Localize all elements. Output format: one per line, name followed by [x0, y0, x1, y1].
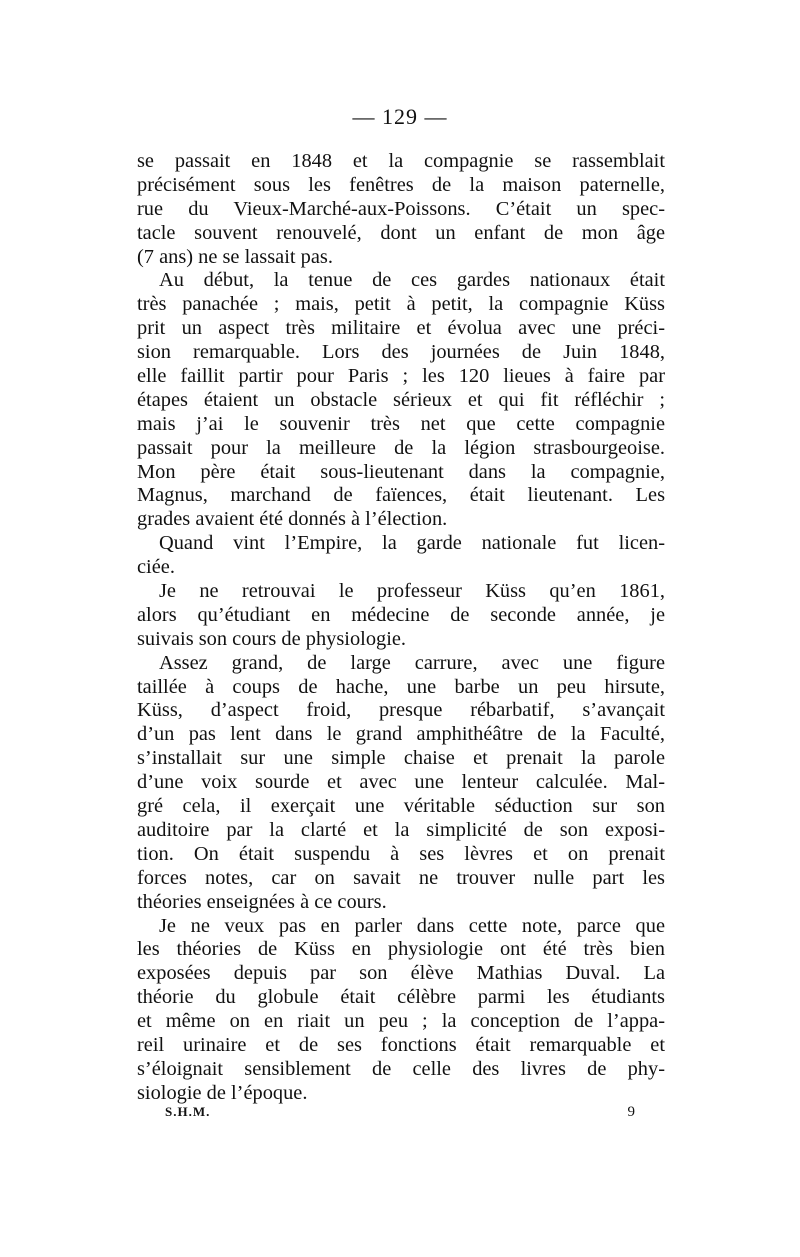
text-line: rue du Vieux-Marché-aux-Poissons. C’était un spec-: [137, 197, 665, 220]
body-text: [137, 150, 665, 1106]
text-line: Mon père était sous-lieutenant dans la compagnie,: [137, 460, 665, 483]
text-line: alors qu’étudiant en médecine de seconde année, je: [137, 603, 665, 626]
text-line: tacle souvent renouvelé, dont un enfant de mon âge: [137, 221, 665, 244]
text-line: passait pour la meilleure de la légion strasbourgeoise.: [137, 436, 665, 459]
paragraph: [137, 915, 665, 1106]
text-line: Je ne retrouvai le professeur Küss qu’en 1861,: [159, 580, 665, 603]
text-line: exposées depuis par son élève Mathias Duval. La: [137, 962, 665, 985]
paragraph: [137, 532, 665, 580]
text-line: grades avaient été donnés à l’élection.: [137, 508, 448, 531]
text-line: siologie de l’époque.: [137, 1081, 308, 1104]
text-line: précisément sous les fenêtres de la maison paternelle,: [137, 173, 665, 196]
sheet-number: 9: [627, 1104, 635, 1120]
signature-mark: S.H.M.: [165, 1104, 211, 1119]
text-line: (7 ans) ne se lassait pas.: [137, 245, 333, 268]
text-line: très panachée ; mais, petit à petit, la compagnie Küss: [137, 293, 665, 316]
text-line: s’installait sur une simple chaise et prenait la parole: [137, 747, 665, 770]
text-line: elle faillit partir pour Paris ; les 120 lieues à faire par: [137, 365, 665, 388]
text-line: sion remarquable. Lors des journées de Juin 1848,: [137, 341, 665, 364]
text-line: suivais son cours de physiologie.: [137, 627, 407, 650]
text-line: d’un pas lent dans le grand amphithéâtre de la Faculté,: [137, 723, 665, 746]
text-line: auditoire par la clarté et la simplicité de son exposi-: [137, 818, 665, 841]
text-line: forces notes, car on savait ne trouver nulle part les: [137, 866, 665, 889]
text-line: gré cela, il exerçait une véritable séduction sur son: [137, 795, 665, 818]
text-line: reil urinaire et de ses fonctions était remarquable et: [137, 1033, 665, 1056]
paragraph: [137, 580, 665, 652]
text-line: d’une voix sourde et avec une lenteur calculée. Mal-: [137, 771, 665, 794]
text-line: prit un aspect très militaire et évolua avec une préci-: [137, 317, 665, 340]
text-line: Magnus, marchand de faïences, était lieutenant. Les: [137, 484, 665, 507]
text-line: Au début, la tenue de ces gardes nationaux était: [159, 269, 665, 292]
text-line: ciée.: [137, 556, 175, 579]
text-line: théorie du globule était célèbre parmi les étudiants: [137, 986, 665, 1009]
page-footer: [165, 1104, 635, 1128]
text-line: les théories de Küss en physiologie ont été très bien: [137, 938, 665, 961]
text-line: Assez grand, de large carrure, avec une figure: [159, 651, 665, 674]
paragraph: [137, 150, 665, 269]
paragraph: [137, 269, 665, 532]
text-line: s’éloignait sensiblement de celle des livres de phy-: [137, 1057, 665, 1080]
text-line: Quand vint l’Empire, la garde nationale fut licen-: [159, 532, 665, 555]
text-line: et même on en riait un peu ; la conception de l’appa-: [137, 1010, 665, 1033]
text-line: Küss, d’aspect froid, presque rébarbatif, s’avançait: [137, 699, 665, 722]
text-line: tion. On était suspendu à ses lèvres et on prenait: [137, 842, 665, 865]
paragraph: [137, 652, 665, 915]
page-number: — 129 —: [352, 104, 448, 129]
text-line: mais j’ai le souvenir très net que cette compagnie: [137, 412, 665, 435]
text-line: étapes étaient un obstacle sérieux et qui fit réfléchir ;: [137, 388, 665, 411]
text-line: se passait en 1848 et la compagnie se rassemblait: [137, 150, 665, 172]
text-line: théories enseignées à ce cours.: [137, 890, 387, 913]
text-line: Je ne veux pas en parler dans cette note, parce que: [159, 914, 665, 937]
text-line: taillée à coups de hache, une barbe un peu hirsute,: [137, 675, 665, 698]
